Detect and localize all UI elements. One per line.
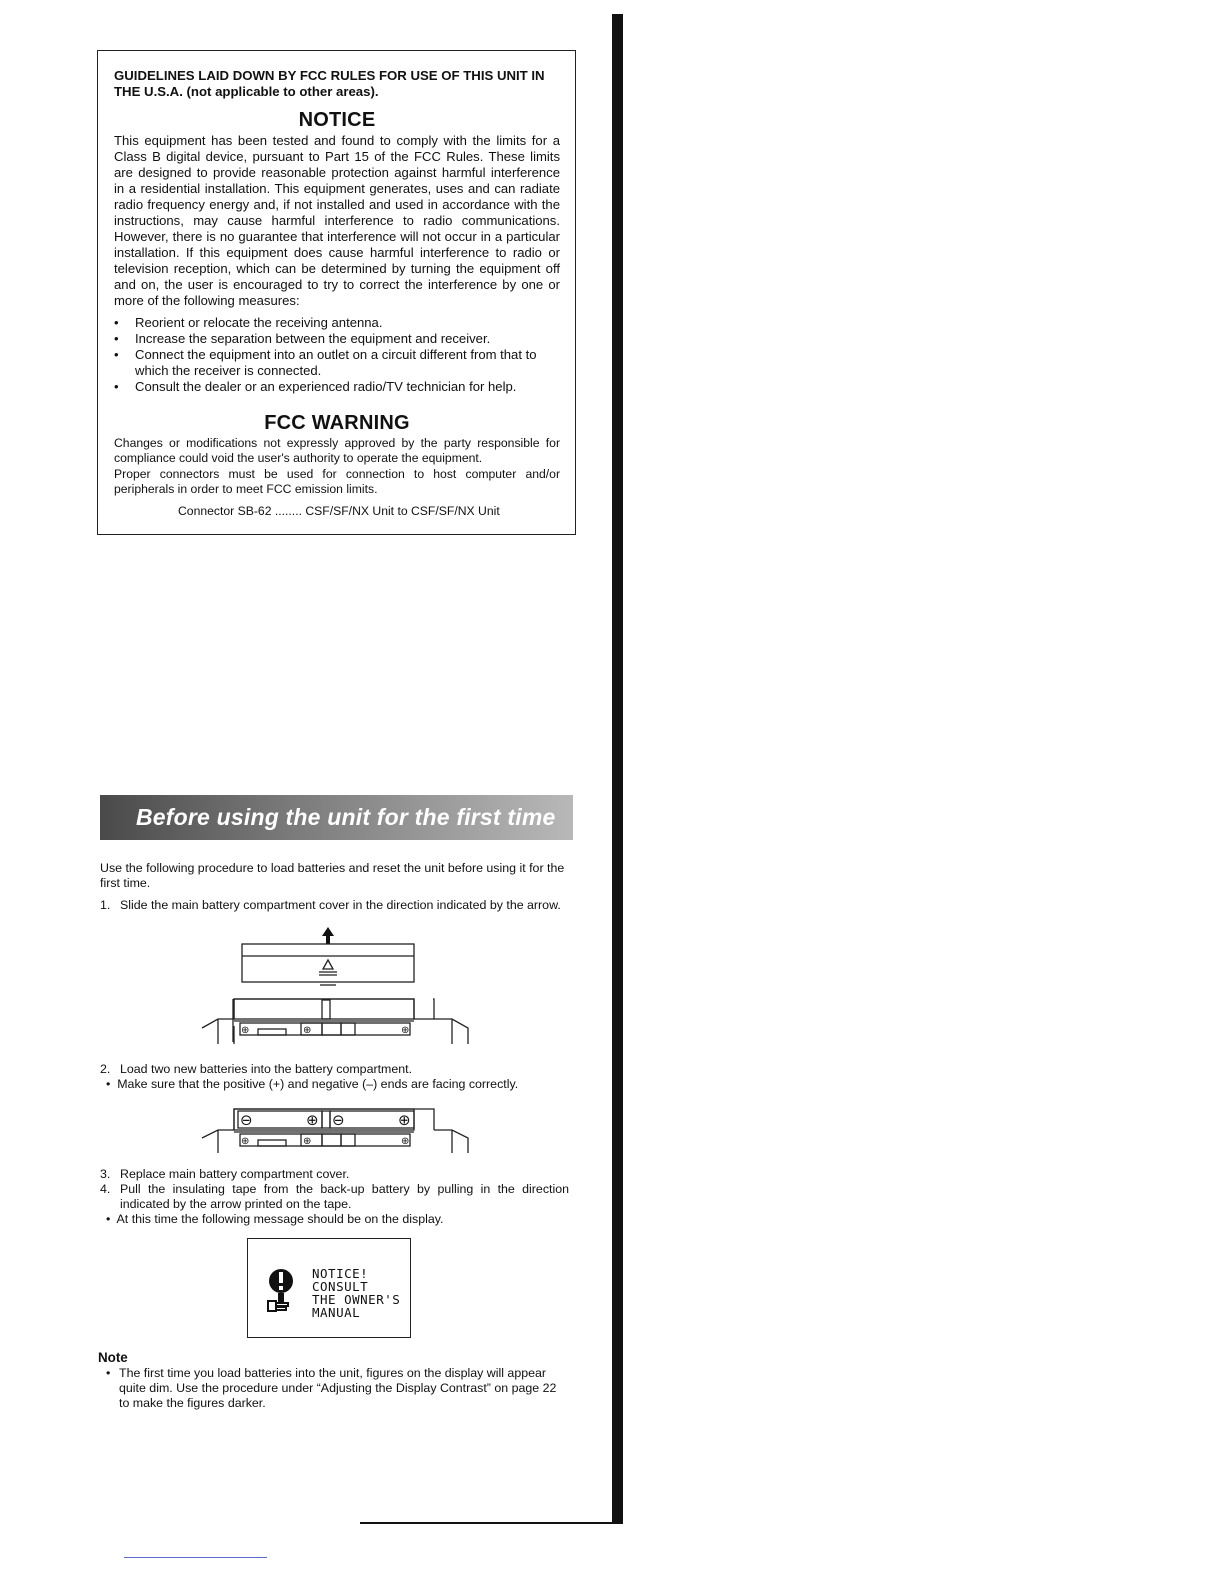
list-item: • Reorient or relocate the receiving antenna. [114,315,560,331]
up-arrow-icon [322,927,334,944]
svg-text:⊕: ⊕ [401,1025,410,1036]
note-body: • The first time you load batteries into the unit, figures on the display will appear quite dim. Use the procedure under “Adjusting the Display Contrast” on page 22 to make the figures darker. [106,1366,570,1411]
battery-cover-diagram [198,924,473,1050]
svg-text:⊖: ⊖ [332,1111,345,1129]
svg-text:⊕: ⊕ [303,1136,312,1147]
measures-list [114,315,560,395]
warning-hand-icon [264,1267,294,1315]
list-item: • Connect the equipment into an outlet on a circuit different from that to which the receiver is connected. [114,347,560,379]
list-item: • Consult the dealer or an experienced radio/TV technician for help. [114,379,560,395]
intro-text: Use the following procedure to load batteries and reset the unit before using it for the first time. [100,861,565,890]
step-text: Replace main battery compartment cover. [120,1167,350,1181]
svg-text:⊕: ⊕ [241,1025,250,1036]
lcd-line: MANUAL [312,1305,361,1320]
note-text: The first time you load batteries into the unit, figures on the display will appear quite dim. Use the procedure under “Adjusting the Display Contrast” on page 22 to make the figures darker. [119,1366,557,1410]
fcc-notice-box [97,50,576,535]
fcc-warning-heading: FCC WARNING [264,412,410,434]
note-title: Note [98,1350,128,1365]
step-number: 2. [100,1062,111,1076]
step-4-text: Pull the insulating tape from the back-up battery by pulling in the direction indicated by the arrow printed on the tape. [120,1182,569,1211]
bottom-rule [360,1522,622,1524]
lcd-line: NOTICE! [312,1266,369,1281]
svg-text:⊕: ⊕ [306,1111,319,1129]
svg-text:⊖: ⊖ [240,1111,253,1129]
svg-text:⊕: ⊕ [303,1025,312,1036]
step-4 [100,1182,120,1197]
section-title: Before using the unit for the first time [136,804,556,830]
footer-link-underline [124,1557,267,1558]
fcc-warning-line-2: Proper connectors must be used for connection to host computer and/or peripherals in order to meet FCC emission limits. [114,467,560,496]
svg-text:⊕: ⊕ [401,1136,410,1147]
notice-heading: NOTICE [298,109,376,131]
page-edge-bar [612,14,623,1524]
lcd-line: THE OWNER'S [312,1292,401,1307]
lcd-message [312,1267,400,1319]
notice-body: This equipment has been tested and found to comply with the limits for a Class B digital device, pursuant to Part 15 of the FCC Rules. These limits are designed to provide reasonable protection against harmful interference in a residential installation. This equipment generates, uses and can radiate radio frequency energy and, if not installed and used in accordance with the instructions, may cause harmful interference to radio communications. However, there is no guarantee that interference will not occur in a particular installation. If this equipment does cause harmful interference to radio or television reception, which can be determined by turning the equipment off and on, the user is encouraged to try to correct the interference by one or more of the following measures: [114,133,560,308]
svg-text:⊕: ⊕ [241,1136,250,1147]
eject-icon [319,960,337,975]
bullet-text: At this time the following message should be on the display. [116,1212,444,1226]
lcd-line: CONSULT [312,1279,369,1294]
step-number: 1. [100,898,111,912]
step-text: Slide the main battery compartment cover in the direction indicated by the arrow. [120,898,561,912]
section-banner [100,795,573,840]
svg-text:⊕: ⊕ [398,1111,411,1129]
step-2 [100,1062,574,1077]
lcd-display [247,1238,411,1338]
bullet-text: Make sure that the positive (+) and negative (–) ends are facing correctly. [117,1077,519,1091]
fcc-guidelines-title: GUIDELINES LAID DOWN BY FCC RULES FOR USE OF THIS UNIT IN THE U.S.A. (not applicable to other areas). [114,68,545,99]
step-1 [100,898,574,913]
step-4-bullet: • At this time the following message should be on the display. [106,1212,444,1226]
step-number: 4. [100,1182,111,1196]
step-3 [100,1167,574,1182]
step-2-bullet: • Make sure that the positive (+) and negative (–) ends are facing correctly. [106,1077,519,1091]
step-number: 3. [100,1167,111,1181]
list-item: • Increase the separation between the equipment and receiver. [114,331,560,347]
connector-line: Connector SB-62 ........ CSF/SF/NX Unit to CSF/SF/NX Unit [178,504,500,518]
fcc-warning-line-1: Changes or modifications not expressly approved by the party responsible for compliance could void the user's authority to operate the equipment. [114,436,560,465]
battery-compartment-diagram [198,1103,473,1157]
step-text: Load two new batteries into the battery compartment. [120,1062,413,1076]
